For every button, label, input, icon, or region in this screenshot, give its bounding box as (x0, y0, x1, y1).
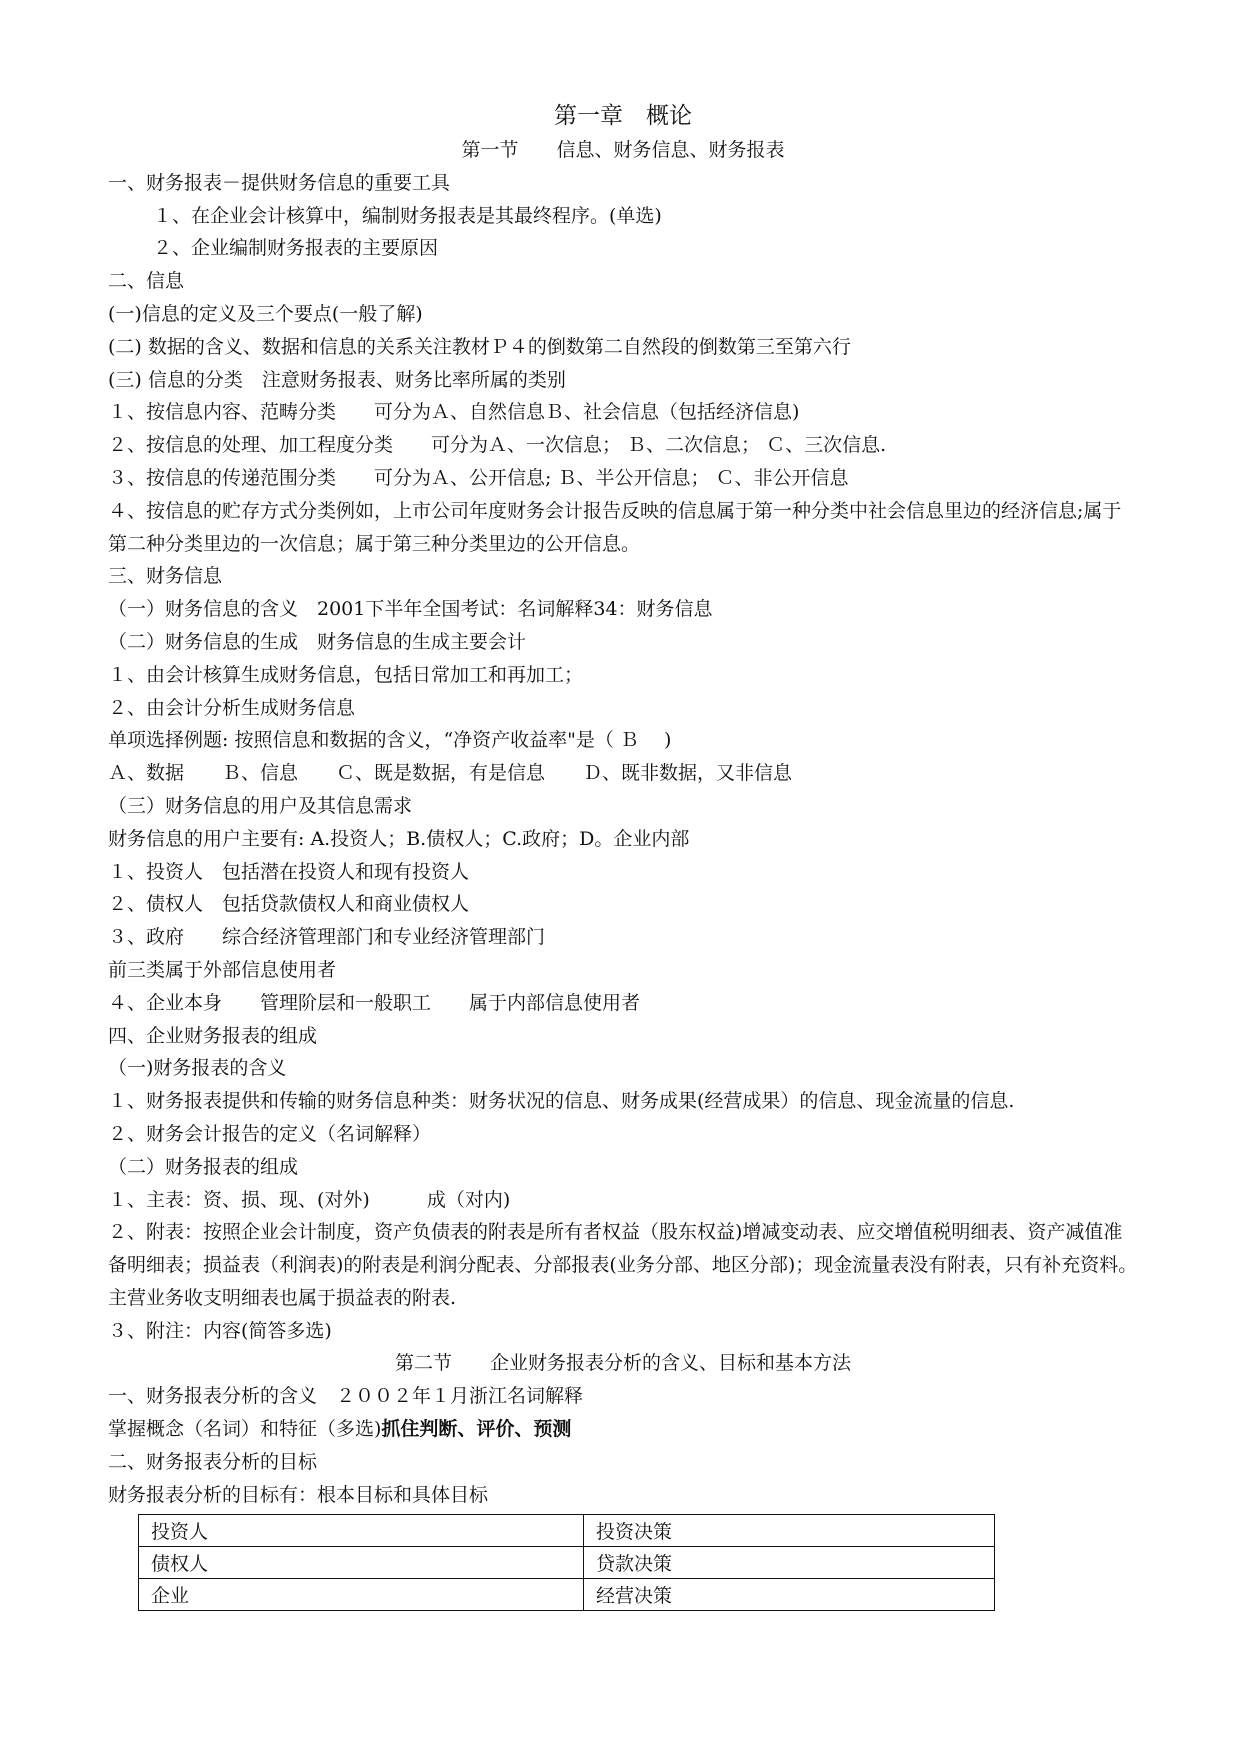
paragraph: ３、政府 综合经济管理部门和专业经济管理部门 (108, 926, 546, 949)
paragraph: １、投资人 包括潜在投资人和现有投资人 (108, 860, 470, 883)
paragraph (108, 1413, 1138, 1446)
table-cell: 投资人 (139, 1515, 584, 1547)
paragraph: １、在企业会计核算中，编制财务报表是其最终程序。(单选) (153, 204, 662, 227)
table-row (139, 1547, 995, 1579)
chapter-title: 第一章 概论 (554, 103, 692, 129)
paragraph: ２、由会计分析生成财务信息 (108, 696, 356, 719)
table-row (139, 1515, 995, 1547)
paragraph: １、财务报表提供和传输的财务信息种类：财务状况的信息、财务成果(经营成果）的信息、现金流量的信息. (108, 1090, 1015, 1113)
paragraph: ３、按信息的传递范围分类 可分为Ａ、公开信息; Ｂ、半公开信息； Ｃ、非公开信息 (108, 466, 849, 489)
table-row (139, 1579, 995, 1611)
goals-table (138, 1514, 995, 1611)
paragraph: １、按信息内容、范畴分类 可分为Ａ、自然信息Ｂ、社会信息（包括经济信息) (108, 401, 800, 424)
paragraph: (三) 信息的分类 注意财务报表、财务比率所属的类别 (108, 368, 566, 391)
document-page (108, 98, 1138, 1611)
heading: 一、财务报表－提供财务信息的重要工具 (108, 171, 451, 194)
text-normal: 掌握概念（名词）和特征（多选) (108, 1418, 382, 1441)
table-cell: 企业 (139, 1579, 584, 1611)
heading: 一、财务报表分析的含义 ２００２年１月浙江名词解释 (108, 1385, 584, 1408)
paragraph: (二) 数据的含义、数据和信息的关系关注教材Ｐ４的倒数第二自然段的倒数第三至第六行 (108, 335, 851, 358)
paragraph: ４、企业本身 管理阶层和一般职工 属于内部信息使用者 (108, 991, 641, 1014)
table-cell: 经营决策 (584, 1579, 995, 1611)
paragraph: ２、财务会计报告的定义（名词解释） (108, 1122, 432, 1145)
paragraph: （一)财务报表的含义 (108, 1057, 287, 1080)
heading: 三、财务信息 (108, 565, 223, 588)
paragraph: ２、企业编制财务报表的主要原因 (153, 237, 439, 260)
paragraph: ２、按信息的处理、加工程度分类 可分为Ａ、一次信息； Ｂ、二次信息； Ｃ、三次信息. (108, 434, 887, 457)
heading: 二、财务报表分析的目标 (108, 1450, 318, 1473)
paragraph: ２、附表：按照企业会计制度，资产负债表的附表是所有者权益（股东权益)增减变动表、应交增值税明细表、资产减值准备明细表；损益表（利润表)的附表是利润分配表、分部报表(业务分部、地区分部)；现金流量表没有附表，只有补充资料。主营业务收支明细表也属于损益表的附表. (108, 1221, 1138, 1309)
paragraph: ３、附注：内容(简答多选) (108, 1319, 332, 1342)
paragraph: １、主表：资、损、现、(对外) 成（对内) (108, 1188, 511, 1211)
heading: 二、信息 (108, 270, 185, 293)
table-cell: 贷款决策 (584, 1547, 995, 1579)
section-title: 第一节 信息、财务信息、财务报表 (461, 139, 785, 161)
paragraph: 财务报表分析的目标有：根本目标和具体目标 (108, 1483, 489, 1506)
paragraph: （二）财务信息的生成 财务信息的生成主要会计 (108, 630, 527, 653)
paragraph: 前三类属于外部信息使用者 (108, 958, 337, 981)
paragraph: ４、按信息的贮存方式分类例如，上市公司年度财务会计报告反映的信息属于第一种分类中社会信息里边的经济信息;属于第二种分类里边的一次信息；属于第三种分类里边的公开信息。 (108, 499, 1122, 555)
section-title: 第二节 企业财务报表分析的含义、目标和基本方法 (394, 1352, 851, 1375)
paragraph: (一)信息的定义及三个要点(一般了解) (108, 302, 423, 325)
paragraph: 财务信息的用户主要有: A.投资人；B.债权人；C.政府；D。企业内部 (108, 827, 690, 850)
paragraph: （一）财务信息的含义 2001下半年全国考试：名词解释34：财务信息 (108, 598, 713, 621)
section-2-body (108, 1380, 1138, 1611)
paragraph: ２、债权人 包括贷款债权人和商业债权人 (108, 893, 470, 916)
table-cell: 债权人 (139, 1547, 584, 1579)
section-1-body (108, 167, 1138, 1348)
table-cell: 投资决策 (584, 1515, 995, 1547)
paragraph: （二）财务报表的组成 (108, 1155, 299, 1178)
text-bold: 抓住判断、评价、预测 (381, 1418, 572, 1441)
example-question: 单项选择例题: 按照信息和数据的含义，“净资产收益率"是（ Ｂ ) (108, 729, 672, 752)
example-options: Ａ、数据 Ｂ、信息 Ｃ、既是数据，有是信息 Ｄ、既非数据，又非信息 (108, 762, 793, 785)
heading: 四、企业财务报表的组成 (108, 1024, 318, 1047)
paragraph: （三）财务信息的用户及其信息需求 (108, 794, 413, 817)
paragraph: １、由会计核算生成财务信息，包括日常加工和再加工； (108, 663, 584, 686)
